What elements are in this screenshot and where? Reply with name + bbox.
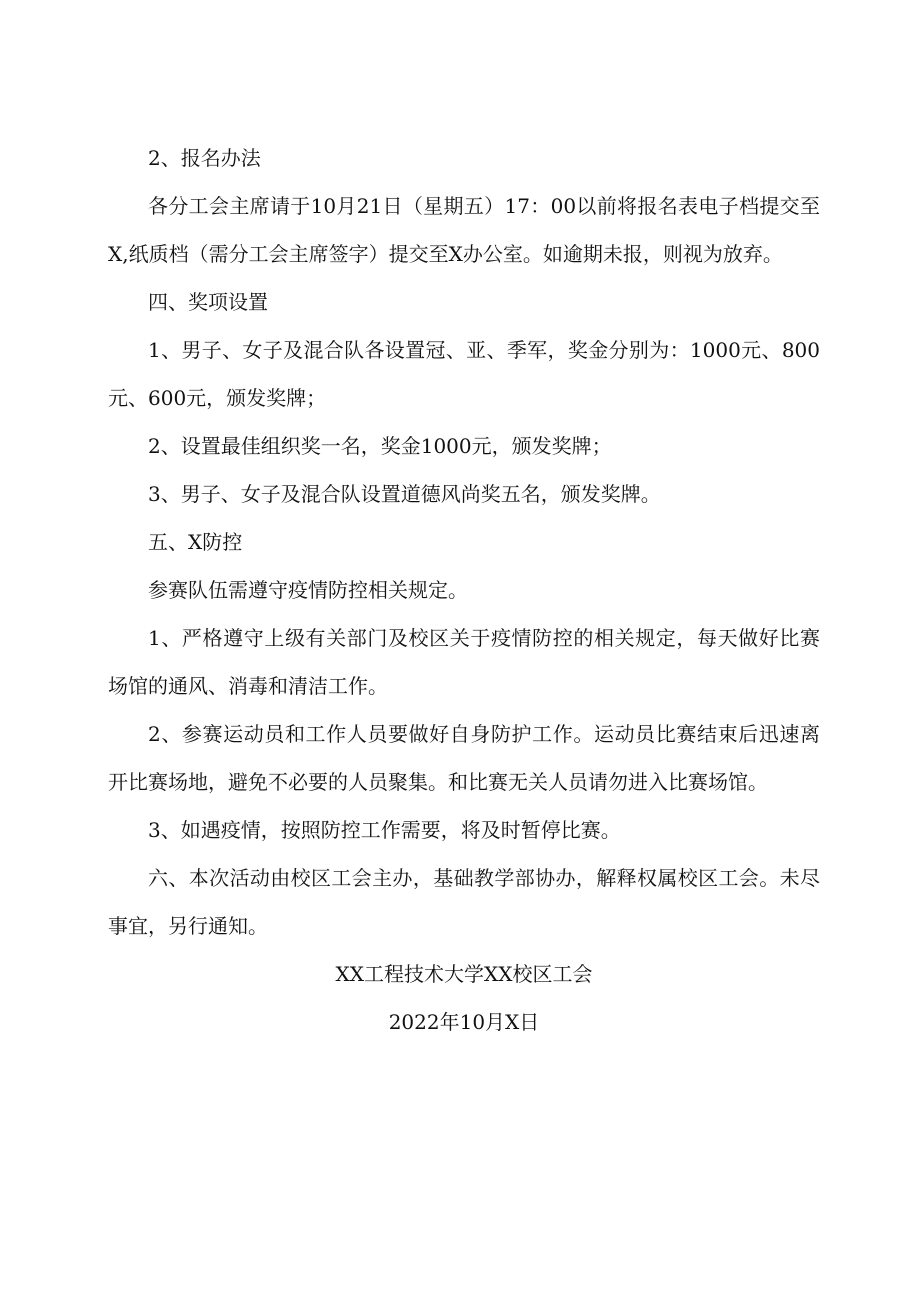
body-paragraph: 3、男子、女子及混合队设置道德风尚奖五名，颁发奖牌。 [148,482,661,506]
body-paragraph: 参赛队伍需遵守疫情防控相关规定。 [148,578,468,602]
body-paragraph: 2、设置最佳组织奖一名，奖金1000元，颁发奖牌； [148,434,612,458]
body-paragraph: 六、本次活动由校区工会主办，基础教学部协办，解释权属校区工会。未尽事宜，另行通知。 [108,866,820,938]
document-body [108,134,820,1046]
body-paragraph: 3、如遇疫情，按照防控工作需要，将及时暂停比赛。 [148,818,621,842]
signature-date: 2022年10月X日 [388,1010,540,1034]
signature-organization: XX工程技术大学XX校区工会 [335,962,593,986]
body-paragraph: 1、男子、女子及混合队各设置冠、亚、季军，奖金分别为：1000元、800元、600元，颁发奖牌； [108,338,820,410]
section-heading: 五、X防控 [148,530,243,554]
section-heading: 2、报名办法 [148,146,261,170]
body-paragraph: 2、参赛运动员和工作人员要做好自身防护工作。运动员比赛结束后迅速离开比赛场地，避免不必要的人员聚集。和比赛无关人员请勿进入比赛场馆。 [108,722,820,794]
body-paragraph: 各分工会主席请于10月21日（星期五）17：00以前将报名表电子档提交至X,纸质档（需分工会主席签字）提交至X办公室。如逾期未报，则视为放弃。 [108,194,820,266]
section-heading: 四、奖项设置 [148,290,268,314]
body-paragraph: 1、严格遵守上级有关部门及校区关于疫情防控的相关规定，每天做好比赛场馆的通风、消毒和清洁工作。 [108,626,820,698]
